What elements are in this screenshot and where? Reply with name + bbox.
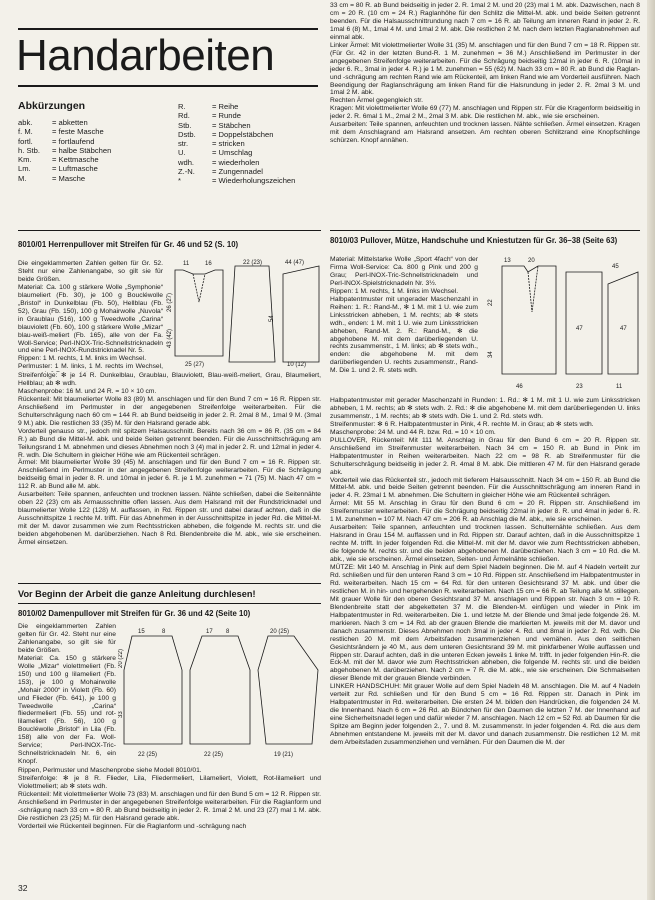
- abbreviations-right: [178, 102, 295, 186]
- d2a-top2: 8: [162, 629, 166, 635]
- paragraph: Rippen: 1 M. rechts, 1 M. links im Wechsel.: [18, 355, 147, 363]
- d1a-top2: 16: [205, 261, 212, 267]
- abbreviation-row: [18, 127, 111, 136]
- abbreviation-key: Lm.: [18, 164, 31, 174]
- abbreviation-key: *: [178, 176, 181, 186]
- paragraph: Rippen, Perlmuster und Maschenprobe siehe Modell 8010/01.: [18, 767, 202, 774]
- s2-text-narrow: [18, 623, 116, 766]
- abbreviation-row: [18, 118, 111, 127]
- d2b-bot: 22 (25): [204, 752, 224, 758]
- title-rule-bottom: [18, 85, 318, 87]
- abbreviation-row: [178, 130, 295, 139]
- s3-text-wide: [330, 397, 640, 895]
- abbreviation-meaning: = stricken: [212, 139, 245, 149]
- abbreviation-row: [178, 148, 295, 157]
- s2-heading: 8010/02 Damenpullover mit Streifen für Gr. 36 und 42 (Seite 10): [18, 609, 251, 618]
- banner-rule-top: [18, 583, 321, 584]
- paragraph: Ausarbeiten: Teile spannen, anfeuchten und trocknen lassen. Nähte schließen. Ärmel einsetzen. Kragen mit dem Anschlagrand am Halsrand ansetzen. Am rechten oberen Schlitzrand eine Knopfschlinge schürzen. Knopf annähen.: [330, 121, 640, 145]
- paragraph: Die eingeklammerten Zahlen gelten für Gr. 42. Steht nur eine Zahlenangabe, so gilt sie für beide Größen.: [18, 623, 116, 654]
- abbreviation-meaning: = halbe Stäbchen: [52, 145, 112, 155]
- s2-front-shape: [124, 636, 182, 744]
- paragraph: Vorderteil genauso str., jedoch mit spitzem Halsausschnitt. Bereits nach 36 cm = 86 R. (35 cm = 84 R.) ab Bund die Mittel-M. abk. und beide Seiten getrennt beenden. Für die Ausschnittschrägung am Teilungsrand 1 M. abnehmen und dieses Abnehmen noch 3 (4) mal in jeder 2. R. und 12mal in jeder 4. R. wdh. Die Schultern in gleicher Höhe wie am Rückenteil schrägen.: [18, 427, 321, 459]
- d3c-top: 45: [612, 264, 619, 270]
- d1a-top: 11: [183, 261, 190, 267]
- paragraph: Ausarbeiten: Teile spannen, anfeuchten und trocknen lassen. Nähte schließen, dabei die Seitennähte oben 22 (23) cm als Armausschnitte offen lassen. Aus dem Halsrand mit der Rundstricknadel und blaumelierter Wolle 122 (128) M. auffassen, in Rd. Rippen str. und dabei darauf achten, daß in die Ausschnittspitze 1 rechte M. trifft. Für das Abnehmen in der Ausschnittspitze in jeder Rd. die Mittel-M. mit der M. davor zusammen wie zum Rechtsstricken abheben, die folgende M. rechts str. und die beiden abgehobenen M. darüberziehen. Nach 8 Rd. Blendenbreite die M. abk., wie sie erscheinen. Ärmel einsetzen.: [18, 491, 321, 547]
- s1-pattern-diagrams: [165, 258, 323, 370]
- paragraph: Kragen: Mit violettmelierter Wolle 69 (77) M. anschlagen und Rippen str. Für die Kragenform beidseitig in jeder 2. R. 6mal 1 M., 2mal 2 M., 2mal 3 M. abk. Die restlichen M. abk., wie sie erscheinen.: [330, 105, 640, 121]
- paragraph: Rechten Ärmel gegengleich str.: [330, 97, 423, 105]
- banner-rule-bottom: [18, 603, 321, 604]
- d2c-top: 20 (25): [270, 629, 290, 635]
- paragraph: Ausarbeiten: Teile spannen, anfeuchten und trocknen lassen. Schulternähte schließen. Aus dem Halsrand in Grau 154 M. auffassen und in Rd. Rippen str. Darauf achten, daß in die Ausschnittspitze 1 rechte M. trifft. In jeder folgenden Rd. die Mittel-M. mit der M. davor wie zum Rechtsstricken abheben, die folgende M. rechts str. und die beiden abgehobenen M. darüberziehen. Nach 3 cm = 10 Rd. die M. abk., wie sie erscheinen. Ärmel einsetzen, Seiten- und Ärmelnähte schließen.: [330, 524, 640, 564]
- s2-back-shape: [190, 636, 250, 744]
- d2a-top: 15: [138, 629, 145, 635]
- paragraph: Halbpatentmuster mit gerader Maschenzahl in Runden: 1. Rd.: ✻ 1 M. mit 1 U. wie zum Linksstricken abheben, 1 M. rechts; ab ✻ stets wdh. 2. Rd.: ✻ die abgehobene M. mit dem darüberliegenden U. links zusammenstr., 1 M. rechts; ab ✻ stets wdh. Die 1. und 2. Rd. stets wdh.: [330, 397, 640, 420]
- s1-heading: 8010/01 Herrenpullover mit Streifen für Gr. 46 und 52 (S. 10): [18, 240, 239, 249]
- abbreviation-key: Z.-N.: [178, 167, 195, 177]
- s1-text-narrow: [18, 260, 163, 372]
- d2a-l2: 33: [118, 711, 124, 718]
- paragraph: Perlmuster: 1 M. links, 1 M. rechts im Wechsel,: [18, 363, 163, 371]
- abbreviation-meaning: = Masche: [52, 173, 86, 183]
- paragraph: MÜTZE: Mit 140 M. Anschlag in Pink auf dem Spiel Nadeln beginnen. Die M. auf 4 Nadeln verteilt zur Rd. schließen und für den unteren Rand 3 cm = 10 Rd. Rippen str. Anschließend im Halbpatentmuster in Rd. weiterarbeiten. Nach 15 cm = 64 Rd. für den unteren Gesichtsrand 37 M. abk. und über die restlichen M. in hin- und hergehenden R. weiterarbeiten. Nach 15 cm = 66 R. ab Teilung alle M. stillegen. Mit grauer Wolle für den oberen Gesichtsrand 37 M. anschlagen und Rippen str. Nach 3 cm = 10 R. Blendenbreite statt der abgeketteten 37 M. die Blenden-M. einfügen und wieder in Pink im Halbpatentmuster in Rd. weiterarbeiten. Die 1. und letzte M. der Blende und 3mal jede folgende 26. M. markieren. Nach 3 cm = 14 Rd. ab der grauen Blende die markierten M. jeweils mit der M. davor und danach zusammenstr. Dieses Abnehmen noch 3mal in jeder 4. Rd. und 8mal in jeder 2. Rd. wdh. Die restlichen 20 M. mit dem Arbeitsfaden zusammenziehen und vernähen. Aus den seitlichen Gesichtsrändern je 40 M., aus dem unteren Gesichtsrand 39 M. mit pinkfarbener Wolle auffassen und Rippen str. Darauf achten, daß in die unteren Ecken jeweils 1 linke M. trifft. In jeder folgenden Hin-R. die Eck-M. mit der M. davor wie zum Rechtsstricken abheben, die folgende M. rechts str. und die beiden abgehobenen M. darüberziehen. Nach 2 cm = 7 R. die M. abk., wie sie erscheinen. Die Schmalseiten dieser Blende mit der grauen Blende verbinden.: [330, 564, 640, 683]
- paragraph: Linker Ärmel: Mit violettmelierter Wolle 31 (35) M. anschlagen und für den Bund 7 cm = 18 R. Rippen str. (Für Gr. 42 in der letzten Bund-R. 1 M. zunehmen = 36 M.) Anschließend im Perlmuster in der angegebenen Streifenfolge weiterarbeiten. Für die Schrägung beidseitig 12mal in jeder 6. R. (10mal in jeder 6. R., 3mal in jeder 4. R.) je 1 M. zunehmen = 55 (62) M. Nach 33 cm = 80 R. ab Bund die Raglan- und -schrägung am rechten Rand wie am Rückenteil, am linken Rand wie am Vorderteil ausführen. Nach Beendigung der Raglanschrägung am linken Rand für die Halsrundung in jeder 2. R. 2mal 3 M. und 1mal 2 M. abk.: [330, 41, 640, 97]
- d2b-top2: 8: [226, 629, 230, 635]
- page-edge-shadow: [647, 0, 655, 900]
- abbreviation-key: wdh.: [178, 157, 195, 167]
- paragraph: Vorderteil wie das Rückenteil str., jedoch mit tieferem Halsausschnitt. Nach 34 cm = 150 R. ab Bund die Mittel-M. abk. und beide Seiten getrennt beenden. Für die Ausschnittschrägung am inneren Rand in jeder 4. R. 23mal 1 M. abnehmen. Die Schultern in gleicher Höhe wie am Rückenteil schrägen.: [330, 476, 640, 500]
- abbreviation-key: Km.: [18, 155, 32, 165]
- abbreviation-row: [18, 174, 111, 183]
- abbreviation-meaning: = Runde: [212, 111, 241, 121]
- paragraph: Rippen: 1 M. rechts, 1 M. links im Wechsel.: [330, 287, 459, 295]
- abbreviation-row: [178, 102, 295, 111]
- s3-text-narrow: [330, 256, 478, 396]
- d1b-top: 22 (23): [243, 260, 263, 266]
- abbreviation-meaning: = Stäbchen: [212, 120, 251, 130]
- s1-back-shape: [229, 266, 275, 362]
- d1a-l1: 26 (27): [167, 292, 173, 312]
- paragraph: Streifenfolge: ✻ je 8 R. Flieder, Lila, Fliedermeliert, Lilameliert, Violett, Rot-lilameliert und Violettmeliert; ab ✻ stets wdh.: [18, 774, 321, 790]
- d3a-bot: 46: [516, 384, 523, 390]
- paragraph: LINKER HANDSCHUH: Mit grauer Wolle auf dem Spiel Nadeln 48 M. anschlagen. Die M. auf 4 Nadeln verteilt zur Rd. schließen und für den Bund 5 cm = 16 Rd. Rippen str. Danach in Pink im Halbpatentmuster in Rd. weiterarbeiten. Die ersten 24 M. bilden den Handrücken, die folgenden 24 M. die Innenhand. Nach 6 cm = 26 Rd. ab Bündchen für den Daumen die letzten 7 M. der Innenhand auf eine Sicherheitsnadel legen und dafür wieder 7 M. anschlagen. Nach 12 cm = 52 Rd. ab Daumen für die Spitze am Beginn jeder folgenden 2., 7. und 8. M. zusammenstr. In jeder folgenden 4. Rd. die aus dem Abnehmen entstandene M. jeweils mit der M. davor und danach zusammenstr. Die restlichen 12 M. mit dem Arbeitsfaden zusammenziehen und vernähen. Für den Daumen die M. der: [330, 683, 640, 746]
- abbreviation-row: [18, 137, 111, 146]
- continued-text-top: [330, 2, 640, 214]
- abbreviation-meaning: = feste Masche: [52, 127, 104, 137]
- abbreviation-meaning: = Reihe: [212, 102, 239, 111]
- section-divider-right: [330, 230, 640, 231]
- abbreviations-heading: Abkürzungen: [18, 100, 86, 112]
- abbreviation-key: U.: [178, 148, 186, 158]
- abbreviation-meaning: = Kettmasche: [52, 155, 99, 165]
- d3b-l1: 47: [576, 326, 583, 332]
- paragraph: Ärmel: Mit blaumelierter Wolle 39 (45) M. anschlagen und für den Bund 7 cm = 16 R. Rippen str. Anschließend im Perlmuster in der angegebenen Streifenfolge weiterarbeiten. Für die Schrägung beidseitig 6mal in jeder 8. R. und 10mal in jeder 6. R. je 1 M. zunehmen = 71 (75) M. Nach 47 cm = 112 R. ab Bund alle M. abk.: [18, 459, 321, 491]
- abbreviation-meaning: = fortlaufend: [52, 136, 95, 146]
- abbreviation-meaning: = Zungennadel: [212, 167, 263, 177]
- d1a-l2: 43 (42): [167, 328, 173, 348]
- abbreviation-key: R.: [178, 102, 186, 111]
- s3-front-shape: [566, 272, 602, 374]
- paragraph: Streifenmuster: ✻ 6 R. Halbpatentmuster in Pink, 4 R. rechte M. in Grau; ab ✻ stets wdh.: [330, 420, 594, 428]
- abbreviation-meaning: = Luftmasche: [52, 164, 98, 174]
- d1b-r1: 54: [269, 315, 275, 322]
- d2a-bot: 22 (25): [138, 752, 158, 758]
- abbreviation-key: Rd.: [178, 111, 190, 121]
- s3-pattern-diagrams: [482, 254, 640, 394]
- d3a-l2: 34: [488, 351, 494, 358]
- s3-heading-box: [330, 236, 640, 256]
- abbreviation-row: [178, 139, 295, 148]
- paragraph: Streifenfolge: ✻ je 14 R. Dunkelblau, Graublau, Blauviolett, Blau-weiß-meliert, Grau, Blaumeliert, Hellblau; ab ✻ wdh.: [18, 372, 321, 387]
- abbreviation-row: [178, 121, 295, 130]
- abbreviation-key: M.: [18, 173, 27, 183]
- d1c-top: 44 (47): [285, 260, 305, 266]
- s2-pattern-diagrams: [118, 626, 323, 764]
- s3-heading: 8010/03 Pullover, Mütze, Handschuhe und Kniestutzen für Gr. 36–38 (Seite 63): [330, 236, 618, 245]
- abbreviation-key: h. Stb.: [18, 145, 40, 155]
- s2-text-wide: [18, 767, 321, 879]
- abbreviation-key: Dstb.: [178, 129, 196, 139]
- d2a-l1: 20 (22): [118, 648, 124, 668]
- d3a-top2: 20: [528, 258, 535, 264]
- paragraph: Maschenprobe: 24 M. und 44 R. bzw. Rd. = 10 × 10 cm.: [330, 428, 496, 436]
- d3c-bot: 11: [616, 384, 623, 390]
- s1-sleeve-shape: [283, 266, 319, 362]
- s2-heading-box: [18, 609, 321, 623]
- s3-sleeve-shape: [608, 272, 638, 374]
- paragraph: Material: Ca. 150 g stärkere Wolle „Mizar“ violettmeliert (Fb. 150) und 100 g lilameliert (Fb. 153), je 100 g Mohairwolle „Mohair 2000“ in Violett (Fb. 60) und Flieder (Fb. 641), je 100 g Tweedwolle „Carina“ fliedermeliert (Fb. 55) und rot-lilameliert (Fb. 56), 100 g Boucléwolle „Bristol“ in Lila (Fb. 158) alle von der Fa. Woll-Service; Perl-INOX-Tric-Schnellstricknadeln Nr. 6, ein Knopf.: [18, 654, 116, 766]
- paragraph: Die eingeklammerten Zahlen gelten für Gr. 52. Steht nur eine Zahlenangabe, so gilt sie für beide Größen.: [18, 260, 163, 283]
- abbreviation-meaning: = wiederholen: [212, 157, 260, 167]
- abbreviation-row: [178, 176, 295, 185]
- abbreviation-meaning: = Umschlag: [212, 148, 253, 158]
- d1c-bot: 10 (12): [287, 362, 307, 368]
- d1a-bot: 25 (27): [185, 362, 205, 368]
- paragraph: Material: Ca. 100 g stärkere Wolle „Symphonie“ blaumeliert (Fb. 30), je 100 g Boucléwolle „Bristol“ in Dunkelblau (Fb. 50), Hellblau (Fb. 52), Grau (Fb. 150), 100 g Mohairwolle „Nuvola“ in Graublau (516), 100 g Tweedwolle „Carina“ blauviolett (Fb. 60), 100 g stärkere Wolle „Mizar“ blau-weiß-meliert (Fb. 165), alle von der Fa. Woll-Service; Perl-INOX-Tric-Schnellstricknadeln und eine Perl-INOX-Rundstricknadel Nr. 5.: [18, 283, 163, 355]
- d3a-l1: 22: [488, 299, 494, 306]
- s1-text-wide: [18, 372, 321, 582]
- paragraph: Vorderteil wie Rückenteil beginnen. Für die Raglanform und -schrägung nach: [18, 822, 247, 830]
- page-number: 32: [18, 883, 28, 893]
- abbreviation-meaning: = Wiederholungszeichen: [212, 176, 296, 186]
- paragraph: Ärmel: Mit 55 M. Anschlag in Grau für den Bund 6 cm = 20 R. Rippen str. Anschließend im Streifenmuster weiterarbeiten. Für die Schrägung beidseitig 22mal in jeder 8. R. und 4mal in jeder 6. R. 1 M. zunehmen = 107 M. Nach 47 cm = 206 R. ab Anschlag die M. abk., wie sie erscheinen.: [330, 500, 640, 524]
- abbreviation-key: str.: [178, 139, 189, 149]
- abbreviation-key: f. M.: [18, 127, 33, 137]
- abbreviation-key: abk.: [18, 118, 33, 127]
- abbreviation-key: fortl.: [18, 136, 33, 146]
- abbreviations-left: [18, 118, 111, 183]
- d2c-bot: 19 (21): [274, 752, 294, 758]
- d3c-l1: 47: [620, 326, 627, 332]
- abbreviation-key: Stb.: [178, 120, 192, 130]
- d2b-top: 17: [206, 629, 213, 635]
- paragraph: Maschenprobe: 16 M. und 24 R. = 10 × 10 cm.: [18, 387, 157, 395]
- abbreviation-meaning: = abketten: [52, 118, 88, 127]
- abbreviation-row: [178, 111, 295, 120]
- abbreviation-row: [18, 146, 111, 155]
- paragraph: Rückenteil: Mit violettmelierter Wolle 73 (83) M. anschlagen und für den Bund 5 cm = 12 R. Rippen str. Anschließend im Perlmuster in der angegebenen Streifenfolge weiterarbeiten. Für die Raglanform und -schrägung nach 33 cm = 80 R. ab Bund beidseitig in jeder 2. R. 1mal 2 M. und 23 (27) mal 1 M. abk. Die restlichen 23 (25) M. für den Halsrand gerade abk.: [18, 790, 321, 822]
- abbreviation-row: [178, 158, 295, 167]
- paragraph: Halbpatentmuster mit ungerader Maschenzahl in Reihen: 1. R.: Rand-M., ✻ 1 M. mit 1 U. wie zum Linksstricken abheben, 1 M. rechts; ab ✻ stets wdh., enden: 1 M. mit 1 U. wie zum Linksstricken abheben, Rand-M. 2. R.: Rand-M., ✻ die abgehobene M. mit dem darüberliegenden U. rechts zusammenstr., 1 M. links; ab ✻ stets wdh., enden: die abgehobene M. mit dem darüberliegenden U. rechts zusammenstr., Rand-M. Die 1. und 2. R. stets wdh.: [330, 295, 478, 375]
- d3b-bot: 23: [576, 384, 583, 390]
- abbreviation-row: [18, 164, 111, 173]
- paragraph: PULLOVER, Rückenteil: Mit 111 M. Anschlag in Grau für den Bund 6 cm = 20 R. Rippen str. Anschließend im Streifenmuster weiterarbeiten. Nach 34 cm = 150 R. ab Bund in Pink im Halbpatentmuster in Reihen weiterarbeiten. Nach 22 cm = 98 R. ab Streifenmuster für die Schulterschrägung beidseitig in jeder 2. R. 4mal 8 M. abk. Die mittleren 47 M. für den Halsrand gerade abk.: [330, 436, 640, 476]
- paragraph: Material: Mittelstarke Wolle „Sport 4fach“ von der Firma Woll-Service: Ca. 800 g Pink und 200 g Grau; Perl-INOX-Tric-Schnellstricknadeln und Perl-INOX-Spielstricknadeln Nr. 3½.: [330, 256, 478, 287]
- s2-sleeve-shape: [258, 636, 318, 744]
- abbreviation-row: [178, 167, 295, 176]
- d3a-top: 13: [504, 258, 511, 264]
- read-first-banner: Vor Beginn der Arbeit die ganze Anleitung durchlesen!: [18, 589, 256, 599]
- page-title: Handarbeiten: [16, 31, 275, 80]
- abbreviation-meaning: = Doppelstäbchen: [212, 129, 274, 139]
- paragraph: 33 cm = 80 R. ab Bund beidseitig in jeder 2. R. 1mal 2 M. und 20 (23) mal 1 M. abk. Dazwischen, nach 8 cm = 20 R. (10 cm = 24 R.) Raglanhöhe für den Schlitz die Mittel-M. abk. und beide Seiten getrennt beenden. Für die Halsausschnittrundung nach 7 cm = 16 R. ab Teilung am inneren Rand in jeder 2. R. 1mal 6 (8) M., 1mal 4 M. und 1mal 2 M. abk. Die restlichen 2 M. nach dem letzten Raglanabnehmen auf einmal abk.: [330, 2, 640, 41]
- section-divider: [18, 230, 321, 231]
- paragraph: Rückenteil: Mit blaumelierter Wolle 83 (89) M. anschlagen und für den Bund 7 cm = 16 R. Rippen str. Anschließend im Perlmuster in der angegebenen Streifenfolge weiterarbeiten. Für die Schulterschrägung nach 60 cm = 144 R. ab Bund beidseitig in jeder 2. R. 2mal 8 M., 1mal 9 M. (3mal 9 M.) abk. Die restlichen 33 (35) M. für den Halsrand gerade abk.: [18, 395, 321, 427]
- abbreviation-row: [18, 155, 111, 164]
- s1-body-shape: [175, 270, 223, 356]
